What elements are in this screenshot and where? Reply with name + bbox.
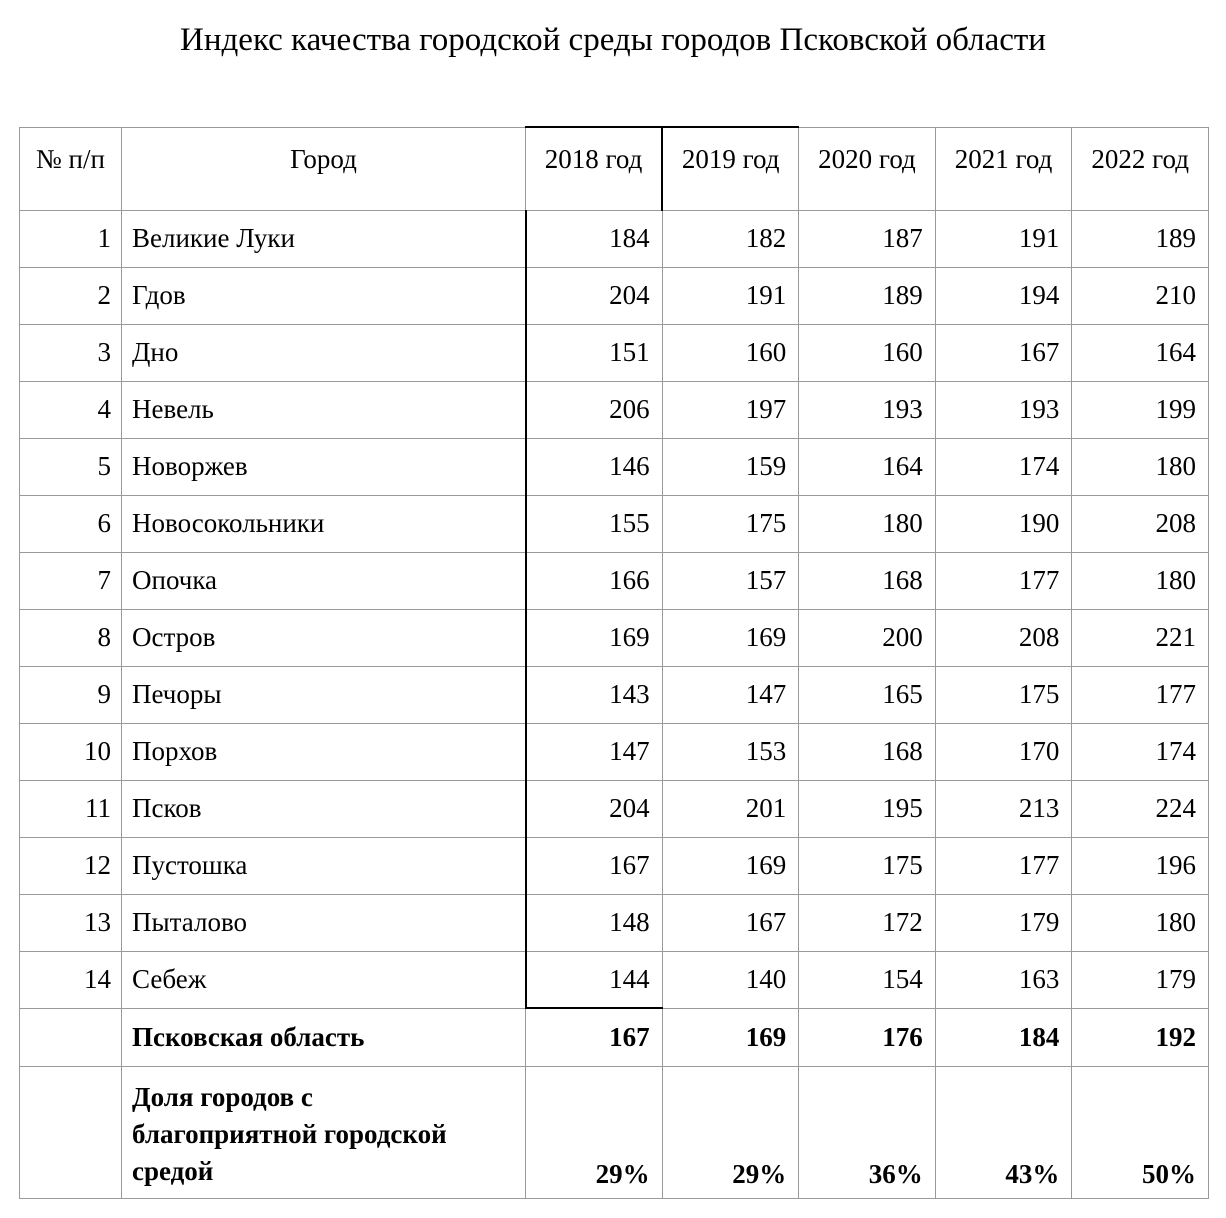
row-number: 2 <box>20 267 122 324</box>
value-2021: 170 <box>935 723 1072 780</box>
value-2020: 175 <box>799 837 936 894</box>
row-number: 7 <box>20 552 122 609</box>
value-2019: 147 <box>662 666 799 723</box>
value-2020: 193 <box>799 381 936 438</box>
value-2020: 189 <box>799 267 936 324</box>
value-2021: 177 <box>935 837 1072 894</box>
city-name: Пыталово <box>122 894 526 951</box>
summary-2020: 176 <box>799 1008 936 1066</box>
value-2022: 189 <box>1072 210 1209 267</box>
value-2018: 204 <box>526 267 663 324</box>
summary-2022: 192 <box>1072 1008 1209 1066</box>
value-2018: 204 <box>526 780 663 837</box>
value-2021: 163 <box>935 951 1072 1008</box>
summary-2021: 184 <box>935 1008 1072 1066</box>
value-2020: 168 <box>799 723 936 780</box>
row-number: 13 <box>20 894 122 951</box>
summary-2019: 169 <box>662 1008 799 1066</box>
city-name: Себеж <box>122 951 526 1008</box>
city-index-table <box>19 126 1209 1199</box>
value-2022: 164 <box>1072 324 1209 381</box>
table-row <box>20 723 1209 780</box>
region-summary-row <box>20 1008 1209 1066</box>
city-name: Невель <box>122 381 526 438</box>
value-2018: 166 <box>526 552 663 609</box>
value-2018: 169 <box>526 609 663 666</box>
value-2018: 155 <box>526 495 663 552</box>
header-2021: 2021 год <box>935 127 1072 210</box>
table-row <box>20 495 1209 552</box>
row-number: 14 <box>20 951 122 1008</box>
share-label: Доля городов с благоприятной городской средой <box>122 1066 526 1198</box>
city-name: Остров <box>122 609 526 666</box>
row-number: 11 <box>20 780 122 837</box>
city-name: Псков <box>122 780 526 837</box>
value-2019: 160 <box>662 324 799 381</box>
value-2021: 191 <box>935 210 1072 267</box>
value-2019: 159 <box>662 438 799 495</box>
summary-empty-cell <box>20 1008 122 1066</box>
value-2021: 179 <box>935 894 1072 951</box>
value-2022: 208 <box>1072 495 1209 552</box>
row-number: 9 <box>20 666 122 723</box>
row-number: 1 <box>20 210 122 267</box>
value-2022: 174 <box>1072 723 1209 780</box>
city-name: Порхов <box>122 723 526 780</box>
value-2022: 199 <box>1072 381 1209 438</box>
table-row <box>20 210 1209 267</box>
value-2020: 200 <box>799 609 936 666</box>
value-2022: 196 <box>1072 837 1209 894</box>
value-2019: 175 <box>662 495 799 552</box>
value-2021: 175 <box>935 666 1072 723</box>
value-2018: 151 <box>526 324 663 381</box>
share-2019: 29% <box>662 1066 799 1198</box>
city-name: Дно <box>122 324 526 381</box>
header-2022: 2022 год <box>1072 127 1209 210</box>
value-2021: 213 <box>935 780 1072 837</box>
value-2018: 206 <box>526 381 663 438</box>
value-2022: 179 <box>1072 951 1209 1008</box>
value-2019: 169 <box>662 609 799 666</box>
value-2019: 167 <box>662 894 799 951</box>
city-name: Новосокольники <box>122 495 526 552</box>
table-row <box>20 381 1209 438</box>
value-2018: 143 <box>526 666 663 723</box>
share-2022: 50% <box>1072 1066 1209 1198</box>
row-number: 6 <box>20 495 122 552</box>
value-2021: 174 <box>935 438 1072 495</box>
value-2020: 180 <box>799 495 936 552</box>
row-number: 8 <box>20 609 122 666</box>
value-2019: 157 <box>662 552 799 609</box>
value-2019: 197 <box>662 381 799 438</box>
value-2019: 182 <box>662 210 799 267</box>
table-row <box>20 894 1209 951</box>
row-number: 10 <box>20 723 122 780</box>
row-number: 3 <box>20 324 122 381</box>
value-2019: 169 <box>662 837 799 894</box>
header-2018: 2018 год <box>526 127 663 210</box>
value-2020: 187 <box>799 210 936 267</box>
value-2022: 180 <box>1072 894 1209 951</box>
table-row <box>20 609 1209 666</box>
value-2018: 146 <box>526 438 663 495</box>
header-number: № п/п <box>20 127 122 210</box>
value-2018: 167 <box>526 837 663 894</box>
row-number: 5 <box>20 438 122 495</box>
header-row <box>20 127 1209 210</box>
value-2018: 148 <box>526 894 663 951</box>
table-row <box>20 780 1209 837</box>
row-number: 12 <box>20 837 122 894</box>
table-row <box>20 837 1209 894</box>
table-row <box>20 324 1209 381</box>
value-2020: 195 <box>799 780 936 837</box>
table-row <box>20 438 1209 495</box>
value-2022: 180 <box>1072 438 1209 495</box>
summary-2018: 167 <box>526 1008 663 1066</box>
value-2021: 190 <box>935 495 1072 552</box>
value-2018: 184 <box>526 210 663 267</box>
table-row <box>20 552 1209 609</box>
table-row <box>20 951 1209 1008</box>
city-name: Пустошка <box>122 837 526 894</box>
value-2018: 147 <box>526 723 663 780</box>
city-name: Великие Луки <box>122 210 526 267</box>
value-2019: 140 <box>662 951 799 1008</box>
share-2020: 36% <box>799 1066 936 1198</box>
value-2021: 167 <box>935 324 1072 381</box>
value-2022: 210 <box>1072 267 1209 324</box>
value-2020: 172 <box>799 894 936 951</box>
page-title: Индекс качества городской среды городов Псковской области <box>180 22 1046 58</box>
value-2020: 168 <box>799 552 936 609</box>
value-2022: 221 <box>1072 609 1209 666</box>
city-name: Печоры <box>122 666 526 723</box>
value-2019: 201 <box>662 780 799 837</box>
value-2022: 224 <box>1072 780 1209 837</box>
city-name: Опочка <box>122 552 526 609</box>
city-name: Новоржев <box>122 438 526 495</box>
value-2021: 193 <box>935 381 1072 438</box>
row-number: 4 <box>20 381 122 438</box>
value-2020: 164 <box>799 438 936 495</box>
value-2021: 177 <box>935 552 1072 609</box>
value-2021: 208 <box>935 609 1072 666</box>
share-row <box>20 1066 1209 1198</box>
value-2019: 191 <box>662 267 799 324</box>
city-name: Гдов <box>122 267 526 324</box>
value-2022: 177 <box>1072 666 1209 723</box>
header-2019: 2019 год <box>662 127 799 210</box>
header-city: Город <box>122 127 526 210</box>
value-2021: 194 <box>935 267 1072 324</box>
value-2018: 144 <box>526 951 663 1008</box>
value-2022: 180 <box>1072 552 1209 609</box>
share-2021: 43% <box>935 1066 1072 1198</box>
value-2020: 165 <box>799 666 936 723</box>
header-2020: 2020 год <box>799 127 936 210</box>
table-row <box>20 666 1209 723</box>
value-2019: 153 <box>662 723 799 780</box>
value-2020: 154 <box>799 951 936 1008</box>
summary-label: Псковская область <box>122 1008 526 1066</box>
share-empty-cell <box>20 1066 122 1198</box>
value-2020: 160 <box>799 324 936 381</box>
share-2018: 29% <box>526 1066 663 1198</box>
table-row <box>20 267 1209 324</box>
